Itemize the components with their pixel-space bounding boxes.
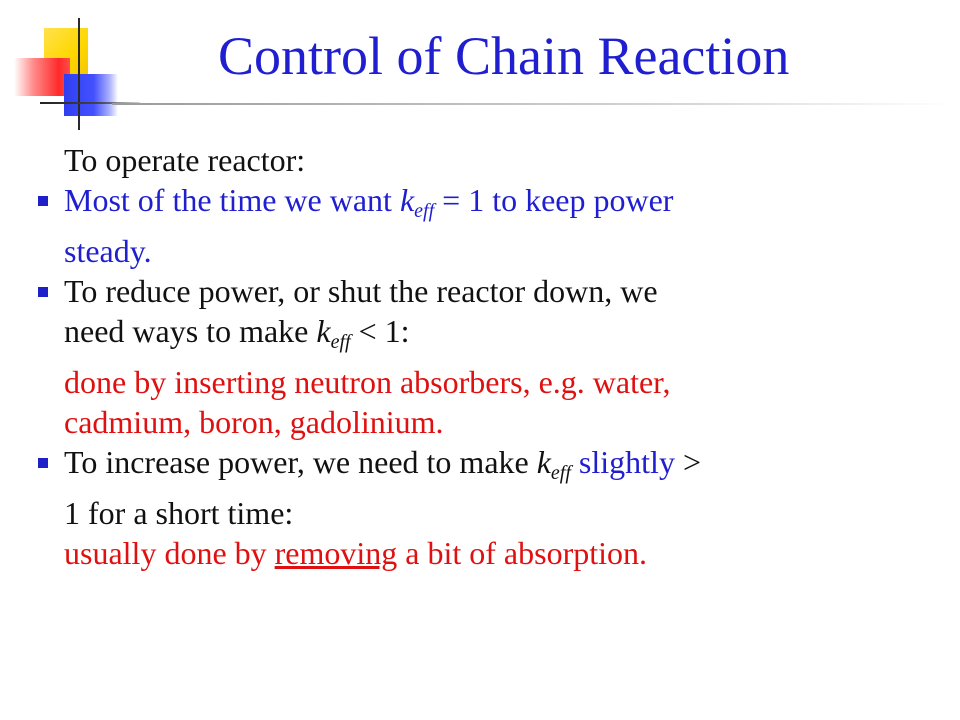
bullet-line: To reduce power, or shut the reactor down, we — [64, 273, 658, 309]
bullet-marker — [38, 458, 48, 468]
decorative-logo — [0, 0, 130, 135]
vertical-line — [78, 18, 80, 130]
intro-line: To operate reactor: — [64, 142, 306, 178]
slide-body — [36, 140, 936, 573]
title-divider — [112, 103, 952, 105]
bullet-line: 1 for a short time: — [64, 495, 294, 531]
bullet-line: need ways to make $k_{eff} < 1$: — [64, 313, 410, 353]
bullet-red-line: usually done by removing a bit of absorption. — [64, 535, 648, 571]
bullet-line: To increase power, we need to make $k_{eff}$ slightly > — [64, 444, 701, 484]
bullet-red-line: cadmium, boron, gadolinium. — [64, 404, 444, 440]
bullet-reduce-power — [36, 271, 936, 442]
bullet-keep-power-steady — [36, 180, 936, 271]
bullet-line: Most of the time we want $k_{eff} = 1$ to keep power — [64, 182, 674, 222]
blue-rectangle — [64, 74, 118, 116]
bullet-red-line: done by inserting neutron absorbers, e.g. water, — [64, 364, 671, 400]
slide-title: Control of Chain Reaction — [218, 26, 790, 86]
red-rectangle — [14, 58, 70, 96]
bullet-marker — [38, 287, 48, 297]
bullet-line: steady. — [64, 233, 152, 269]
bullet-marker — [38, 196, 48, 206]
bullet-increase-power — [36, 442, 936, 573]
